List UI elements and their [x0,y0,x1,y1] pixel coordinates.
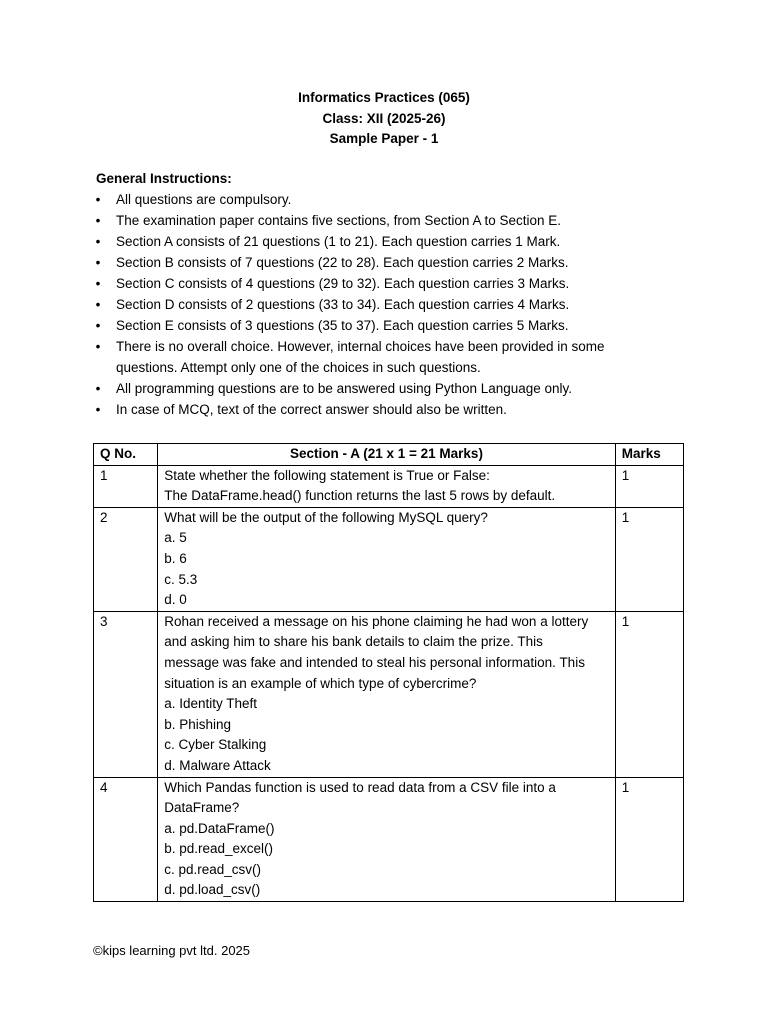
option-a: a. 5 [164,530,187,546]
bullet-icon: • [95,276,101,291]
option-b: b. pd.read_excel() [164,841,274,857]
option-c: c. pd.read_csv() [164,861,261,877]
question-marks: 1 [615,507,683,611]
question-text: State whether the following statement is True or False: The DataFrame.head() function returns the last 5 rows by default. [158,465,616,507]
option-b: b. 6 [164,550,187,566]
instruction-item: • There is no overall choice. However, internal choices have been provided in some questions. Attempt only one of the choices in such questions. [96,336,656,378]
bullet-icon: • [95,339,101,354]
table-row [94,465,684,507]
class-title: Class: XII (2025-26) [322,110,446,126]
bullet-icon: • [95,192,101,207]
bullet-icon: • [95,297,101,312]
option-c: c. 5.3 [164,571,198,587]
instruction-item: • In case of MCQ, text of the correct answer should also be written. [96,399,656,420]
question-marks: 1 [615,465,683,507]
table-row [94,507,684,611]
bullet-icon: • [95,381,101,396]
copyright-footer: ©kips learning pvt ltd. 2025 [93,943,251,958]
paper-title: Sample Paper - 1 [329,131,439,146]
instruction-item: • Section D consists of 2 questions (33 to 34). Each question carries 4 Marks. [96,294,656,315]
qno-header: Q No. [94,444,158,466]
bullet-icon: • [95,255,101,270]
table-row [94,777,684,902]
instruction-item: • All programming questions are to be answered using Python Language only. [96,378,656,399]
option-d: d. Malware Attack [164,757,271,773]
bullet-icon: • [95,402,101,417]
instruction-item: • All questions are compulsory. [96,189,656,210]
instructions-list [96,189,656,420]
question-text: What will be the output of the following MySQL query? a. 5 b. 6 c. 5.3 d. 0 [158,507,616,611]
table-row [94,611,684,777]
instruction-item: • The examination paper contains five sections, from Section A to Section E. [96,210,656,231]
option-b: b. Phishing [164,716,231,732]
bullet-icon: • [95,318,101,333]
question-marks: 1 [615,611,683,777]
general-instructions [96,168,656,420]
question-number: 1 [94,465,158,507]
section-a-table [93,443,684,902]
paper-title-block [0,88,768,150]
instruction-item: • Section E consists of 3 questions (35 to 37). Each question carries 5 Marks. [96,315,656,336]
question-number: 2 [94,507,158,611]
instruction-item: • Section B consists of 7 questions (22 to 28). Each question carries 2 Marks. [96,252,656,273]
question-text: Rohan received a message on his phone claiming he had won a lottery and asking him to share his bank details to claim the prize. This message was fake and intended to steal his personal information. This situation is an example of which type of cybercrime? a. Identity Theft b. Phishing c. Cyber Stalking d. Malware Attack [158,611,616,777]
question-marks: 1 [615,777,683,902]
marks-header: Marks [615,444,683,466]
subject-title: Informatics Practices (065) [298,90,470,105]
table-header-row [94,444,684,466]
question-number: 3 [94,611,158,777]
question-text: Which Pandas function is used to read data from a CSV file into a DataFrame? a. pd.DataFrame() b. pd.read_excel() c. pd.read_csv() d. pd.load_csv() [158,777,616,902]
instruction-item: • Section C consists of 4 questions (29 to 32). Each question carries 3 Marks. [96,273,656,294]
instructions-heading: General Instructions: [96,171,232,186]
instruction-item: • Section A consists of 21 questions (1 to 21). Each question carries 1 Mark. [96,231,656,252]
option-d: d. pd.load_csv() [164,882,261,898]
option-a: a. pd.DataFrame() [164,820,275,836]
option-d: d. 0 [164,592,187,608]
option-a: a. Identity Theft [164,696,258,712]
section-header: Section - A (21 x 1 = 21 Marks) [158,444,616,466]
bullet-icon: • [95,213,101,228]
bullet-icon: • [95,234,101,249]
option-c: c. Cyber Stalking [164,737,267,753]
question-number: 4 [94,777,158,902]
